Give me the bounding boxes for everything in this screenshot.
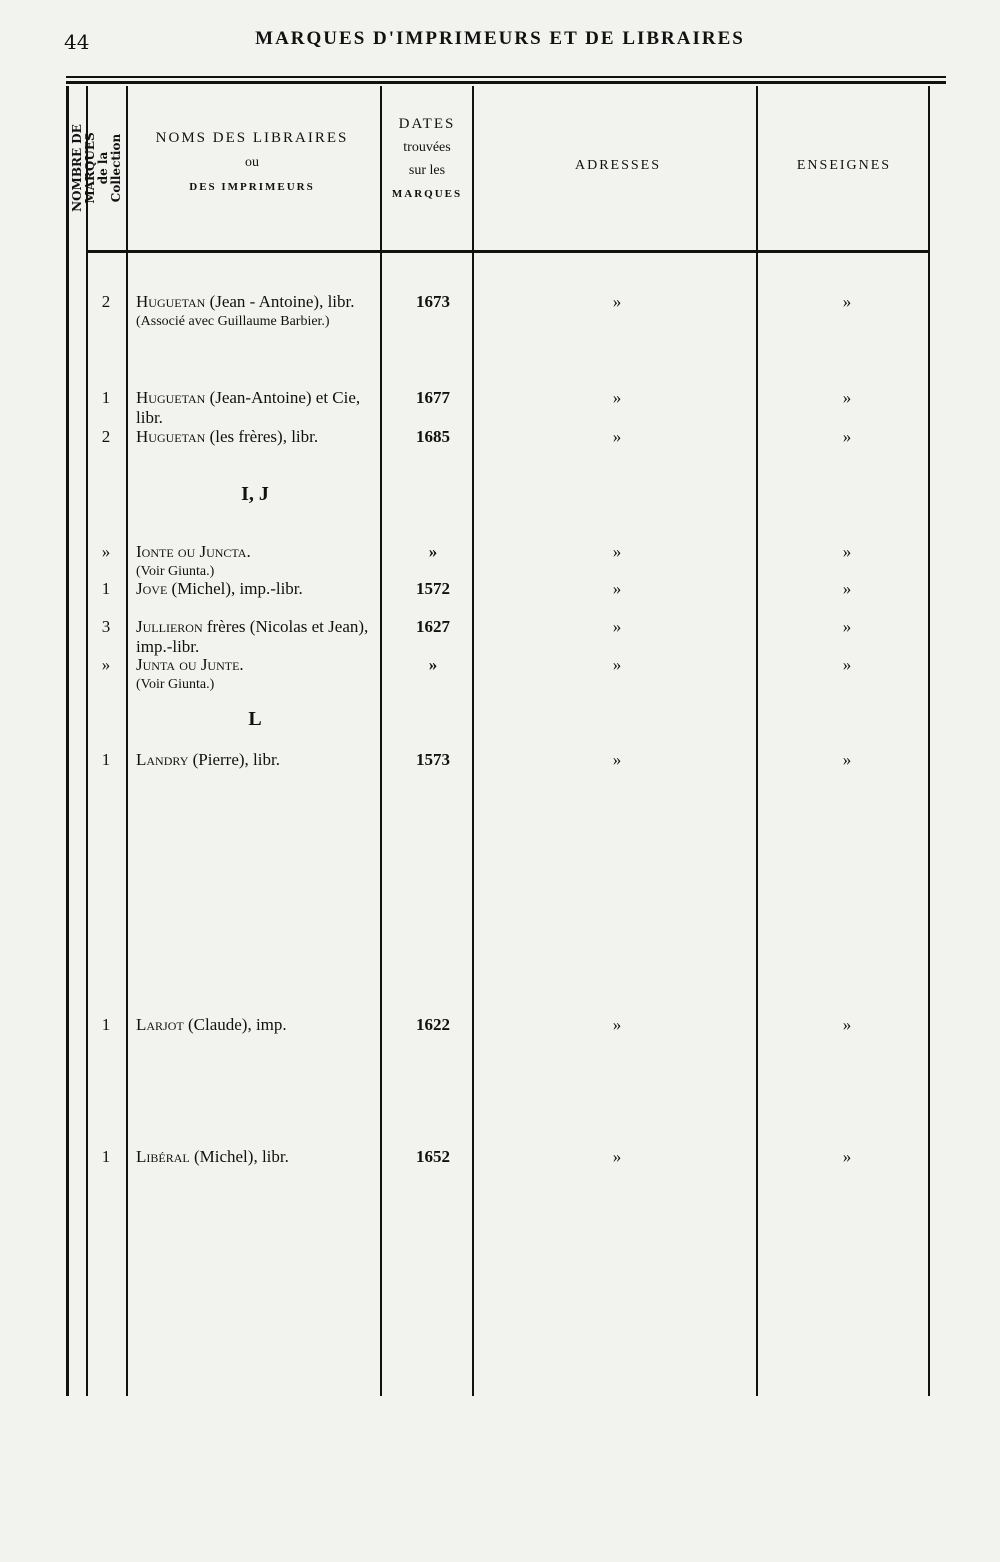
header-dates [386, 116, 468, 200]
header-count-line: NOMBRE DE MARQUES [70, 124, 97, 212]
row-address: » [612, 750, 622, 769]
page-header [0, 22, 1000, 62]
row-name-detail: (Claude), imp. [183, 1015, 287, 1034]
row-name [136, 1147, 382, 1167]
row-sign: » [842, 427, 852, 446]
row-name-surname: Huguetan [136, 292, 206, 311]
header-names-line: DES IMPRIMEURS [189, 181, 315, 193]
row-name [136, 579, 382, 599]
row-name [136, 750, 382, 770]
header-count-line: de la [96, 151, 110, 185]
row-name [136, 542, 382, 582]
page-number: 44 [64, 30, 90, 54]
row-count: 1 [101, 1147, 111, 1166]
header-dates-line: trouvées [403, 140, 451, 155]
row-date: 1627 [416, 617, 450, 636]
row-count: 2 [101, 292, 111, 311]
row-note: (Voir Giunta.) [136, 677, 215, 692]
row-address: » [612, 1147, 622, 1166]
row-name [136, 1015, 382, 1035]
row-name [136, 388, 382, 428]
row-name-detail: frères (Nicolas et Jean), imp.-libr. [136, 617, 369, 656]
column-divider [380, 86, 382, 1396]
header-names-line: NOMS DES LIBRAIRES [155, 130, 349, 146]
row-note: (Associé avec Guillaume Barbier.) [136, 314, 330, 329]
row-count: » [101, 542, 111, 561]
header-signs: ENSEIGNES [796, 158, 892, 173]
header-dates-line: MARQUES [391, 188, 463, 200]
row-name [136, 617, 382, 657]
row-name [136, 427, 382, 447]
row-date: 1677 [416, 388, 450, 407]
row-sign: » [842, 579, 852, 598]
row-name-surname: Larjot [136, 1015, 184, 1034]
row-sign: » [842, 1147, 852, 1166]
row-date: 1573 [416, 750, 450, 769]
row-name-surname: Libéral [136, 1147, 190, 1166]
header-names [132, 130, 372, 193]
row-name-detail: (Michel), imp.-libr. [167, 579, 303, 598]
running-title: MARQUES D'IMPRIMEURS ET DE LIBRAIRES [255, 28, 745, 49]
row-address: » [612, 388, 622, 407]
row-name-detail: (Pierre), libr. [188, 750, 280, 769]
row-name-detail: (Jean - Antoine), libr. [205, 292, 355, 311]
section-letter-l: L [248, 708, 262, 730]
row-address: » [612, 655, 622, 674]
column-divider [756, 86, 758, 1396]
row-name-detail: (Michel), libr. [189, 1147, 289, 1166]
row-date: 1652 [416, 1147, 450, 1166]
row-address: » [612, 579, 622, 598]
row-count: 1 [101, 579, 111, 598]
row-sign: » [842, 388, 852, 407]
row-sign: » [842, 750, 852, 769]
section-letter-ij: I, J [241, 483, 269, 505]
row-address: » [612, 542, 622, 561]
header-addresses: ADRESSES [574, 158, 662, 173]
row-name [136, 292, 382, 332]
header-dates-line: DATES [398, 116, 456, 132]
row-date: 1685 [416, 427, 450, 446]
row-name [136, 655, 382, 695]
row-count: 1 [101, 388, 111, 407]
table-top-rule-thick [66, 81, 946, 84]
column-divider [928, 86, 930, 1396]
row-note: (Voir Giunta.) [136, 564, 215, 579]
row-name-surname: Huguetan [136, 427, 206, 446]
column-divider [86, 86, 88, 1396]
row-name-surname: Jullieron [136, 617, 203, 636]
table-top-rule [66, 76, 946, 78]
row-date: 1673 [416, 292, 450, 311]
row-name-surname: Jove [136, 579, 168, 598]
header-dates-line: sur les [408, 163, 446, 178]
row-name-surname: Huguetan [136, 388, 206, 407]
row-count: 3 [101, 617, 111, 636]
row-address: » [612, 1015, 622, 1034]
header-bottom-rule [88, 250, 928, 253]
row-sign: » [842, 542, 852, 561]
header-count-line: Collection [109, 133, 123, 203]
row-name-detail: (Jean-Antoine) et Cie, libr. [136, 388, 361, 427]
row-name-detail: (les frères), libr. [205, 427, 319, 446]
row-sign: » [842, 292, 852, 311]
column-divider [472, 86, 474, 1396]
header-names-line: ou [245, 155, 259, 170]
row-count: 2 [101, 427, 111, 446]
row-sign: » [842, 655, 852, 674]
row-sign: » [842, 1015, 852, 1034]
row-date: 1572 [416, 579, 450, 598]
row-date: » [428, 542, 438, 561]
row-count: » [101, 655, 111, 674]
row-address: » [612, 617, 622, 636]
row-name-surname: Junta ou Junte. [136, 655, 244, 674]
row-address: » [612, 292, 622, 311]
row-date: » [428, 655, 438, 674]
row-address: » [612, 427, 622, 446]
column-divider [126, 86, 128, 1396]
header-count [72, 88, 122, 248]
row-sign: » [842, 617, 852, 636]
row-count: 1 [101, 750, 111, 769]
row-name-surname: Ionte ou Juncta. [136, 542, 251, 561]
row-date: 1622 [416, 1015, 450, 1034]
row-count: 1 [101, 1015, 111, 1034]
table-left-border [66, 86, 69, 1396]
row-name-surname: Landry [136, 750, 189, 769]
